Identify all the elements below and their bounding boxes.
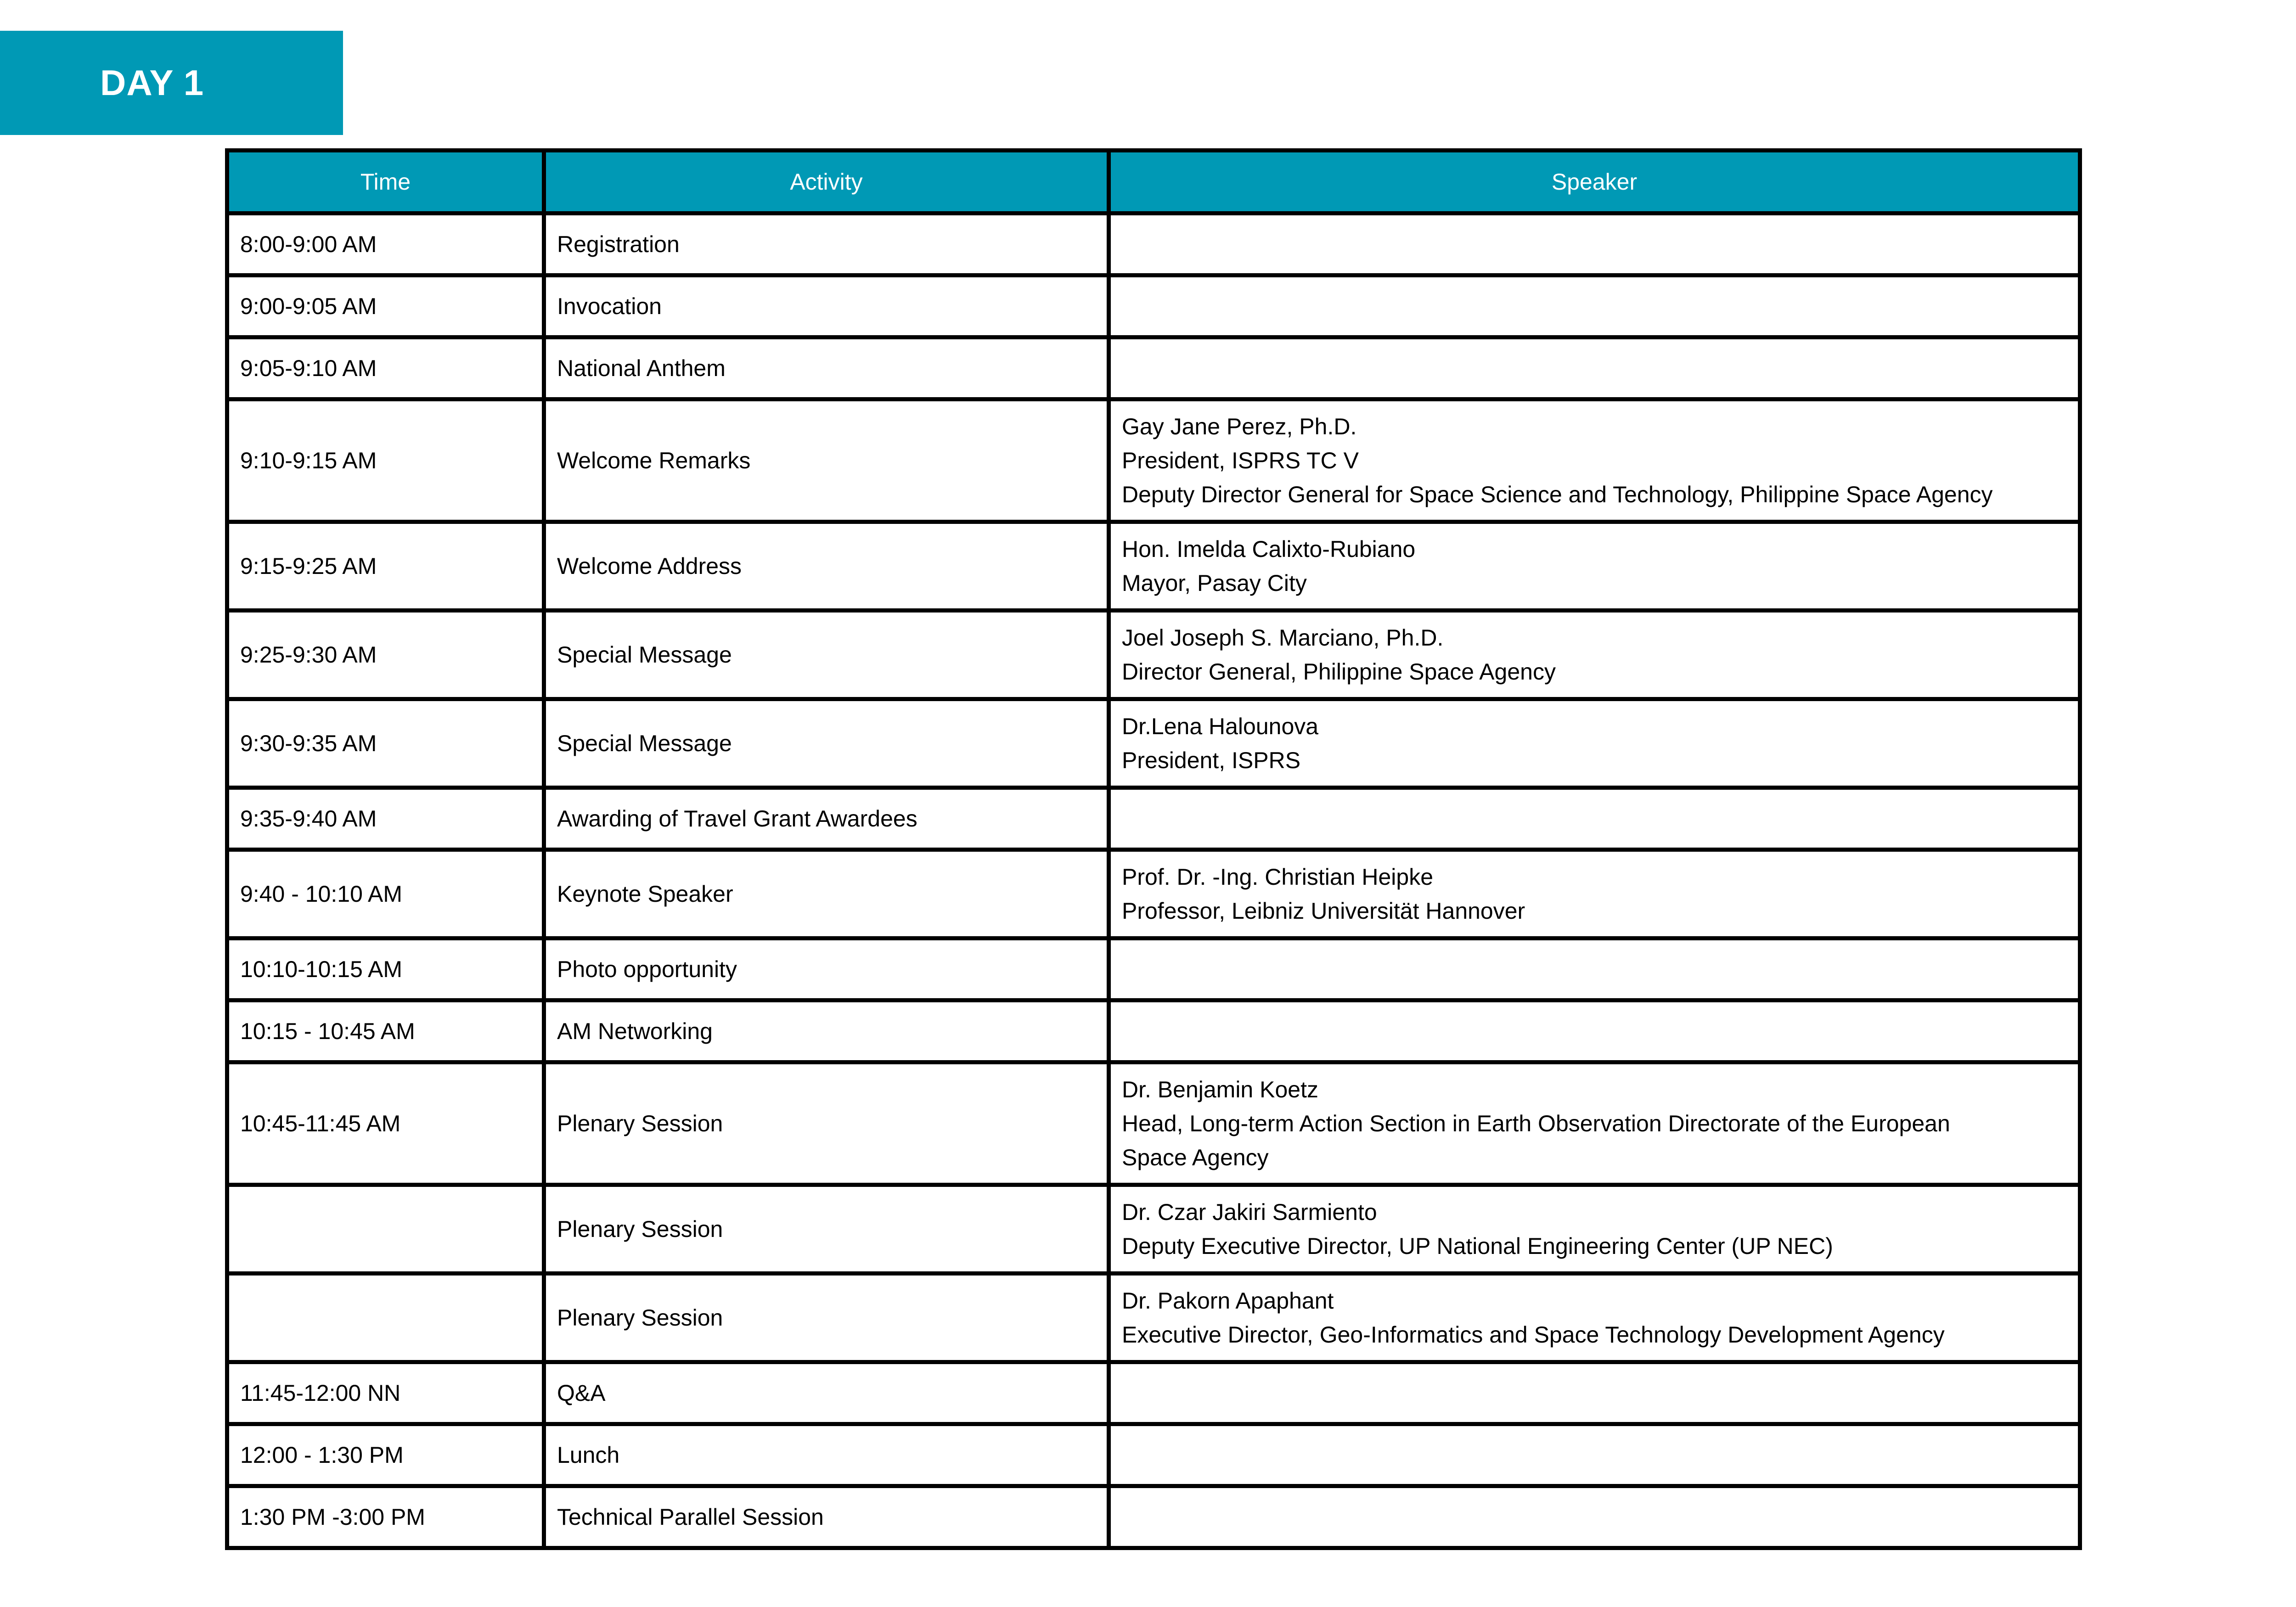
time-cell: 9:00-9:05 AM <box>227 275 544 337</box>
speaker-line: Dr.Lena Halounova <box>1122 714 1319 739</box>
speaker-line: Head, Long-term Action Section in Earth Observation Directorate of the European <box>1122 1111 1950 1136</box>
speaker-cell <box>1109 1274 2080 1362</box>
speaker-cell <box>1109 522 2080 611</box>
activity-cell: Plenary Session <box>544 1185 1109 1274</box>
table-row <box>227 699 2080 788</box>
time-cell <box>227 1185 544 1274</box>
table-row <box>227 399 2080 522</box>
speaker-cell <box>1109 611 2080 699</box>
agenda-body <box>227 214 2080 1548</box>
speaker-cell <box>1109 214 2080 275</box>
table-row <box>227 275 2080 337</box>
table-row <box>227 788 2080 850</box>
speaker-cell <box>1109 938 2080 1000</box>
speaker-line: Dr. Benjamin Koetz <box>1122 1077 1318 1102</box>
table-row <box>227 850 2080 938</box>
speaker-line: Space Agency <box>1122 1145 1269 1170</box>
table-row <box>227 522 2080 611</box>
header-activity: Activity <box>544 151 1109 214</box>
time-cell: 9:25-9:30 AM <box>227 611 544 699</box>
speaker-cell <box>1109 788 2080 850</box>
time-cell: 10:45-11:45 AM <box>227 1062 544 1185</box>
time-cell: 11:45-12:00 NN <box>227 1362 544 1424</box>
day-badge <box>0 31 343 135</box>
time-cell: 9:05-9:10 AM <box>227 337 544 399</box>
activity-cell: National Anthem <box>544 337 1109 399</box>
time-cell <box>227 1274 544 1362</box>
activity-cell: Welcome Address <box>544 522 1109 611</box>
day-label: DAY 1 <box>100 62 204 103</box>
table-row <box>227 611 2080 699</box>
speaker-line: President, ISPRS TC V <box>1122 448 1359 473</box>
speaker-line: Deputy Director General for Space Science and Technology, Philippine Space Agency <box>1122 482 1993 507</box>
speaker-cell <box>1109 337 2080 399</box>
time-cell: 10:15 - 10:45 AM <box>227 1000 544 1062</box>
time-cell: 9:15-9:25 AM <box>227 522 544 611</box>
activity-cell: Photo opportunity <box>544 938 1109 1000</box>
speaker-line: Hon. Imelda Calixto-Rubiano <box>1122 536 1416 562</box>
time-cell: 9:30-9:35 AM <box>227 699 544 788</box>
speaker-line: Prof. Dr. -Ing. Christian Heipke <box>1122 864 1434 890</box>
activity-cell: AM Networking <box>544 1000 1109 1062</box>
activity-cell: Lunch <box>544 1424 1109 1486</box>
time-cell: 8:00-9:00 AM <box>227 214 544 275</box>
speaker-cell <box>1109 1486 2080 1548</box>
activity-cell: Awarding of Travel Grant Awardees <box>544 788 1109 850</box>
activity-cell: Special Message <box>544 611 1109 699</box>
table-row <box>227 1274 2080 1362</box>
speaker-cell <box>1109 1362 2080 1424</box>
speaker-line: Joel Joseph S. Marciano, Ph.D. <box>1122 625 1444 651</box>
speaker-line: Professor, Leibniz Universität Hannover <box>1122 898 1525 924</box>
table-row <box>227 1424 2080 1486</box>
header-speaker: Speaker <box>1109 151 2080 214</box>
activity-cell: Plenary Session <box>544 1062 1109 1185</box>
agenda-table <box>225 148 2082 1550</box>
table-row <box>227 337 2080 399</box>
activity-cell: Plenary Session <box>544 1274 1109 1362</box>
table-row <box>227 1486 2080 1548</box>
time-cell: 9:35-9:40 AM <box>227 788 544 850</box>
speaker-cell <box>1109 1185 2080 1274</box>
speaker-line: Dr. Czar Jakiri Sarmiento <box>1122 1199 1377 1225</box>
speaker-line: Deputy Executive Director, UP National Engineering Center (UP NEC) <box>1122 1233 1833 1259</box>
time-cell: 9:10-9:15 AM <box>227 399 544 522</box>
table-row <box>227 1062 2080 1185</box>
table-row <box>227 1362 2080 1424</box>
activity-cell: Registration <box>544 214 1109 275</box>
speaker-cell <box>1109 399 2080 522</box>
speaker-cell <box>1109 699 2080 788</box>
table-row <box>227 1000 2080 1062</box>
activity-cell: Q&A <box>544 1362 1109 1424</box>
speaker-line: Mayor, Pasay City <box>1122 570 1307 596</box>
table-row <box>227 938 2080 1000</box>
activity-cell: Technical Parallel Session <box>544 1486 1109 1548</box>
time-cell: 1:30 PM -3:00 PM <box>227 1486 544 1548</box>
activity-cell: Welcome Remarks <box>544 399 1109 522</box>
time-cell: 12:00 - 1:30 PM <box>227 1424 544 1486</box>
time-cell: 9:40 - 10:10 AM <box>227 850 544 938</box>
header-time: Time <box>227 151 544 214</box>
speaker-line: Gay Jane Perez, Ph.D. <box>1122 414 1357 439</box>
table-header-row <box>227 151 2080 214</box>
activity-cell: Special Message <box>544 699 1109 788</box>
speaker-cell <box>1109 850 2080 938</box>
speaker-cell <box>1109 1000 2080 1062</box>
speaker-cell <box>1109 1062 2080 1185</box>
activity-cell: Invocation <box>544 275 1109 337</box>
speaker-line: Dr. Pakorn Apaphant <box>1122 1288 1334 1314</box>
speaker-line: Director General, Philippine Space Agency <box>1122 659 1556 685</box>
speaker-cell <box>1109 275 2080 337</box>
time-cell: 10:10-10:15 AM <box>227 938 544 1000</box>
table-row <box>227 214 2080 275</box>
speaker-line: President, ISPRS <box>1122 747 1301 773</box>
table-row <box>227 1185 2080 1274</box>
speaker-cell <box>1109 1424 2080 1486</box>
speaker-line: Executive Director, Geo-Informatics and Space Technology Development Agency <box>1122 1322 1945 1348</box>
activity-cell: Keynote Speaker <box>544 850 1109 938</box>
